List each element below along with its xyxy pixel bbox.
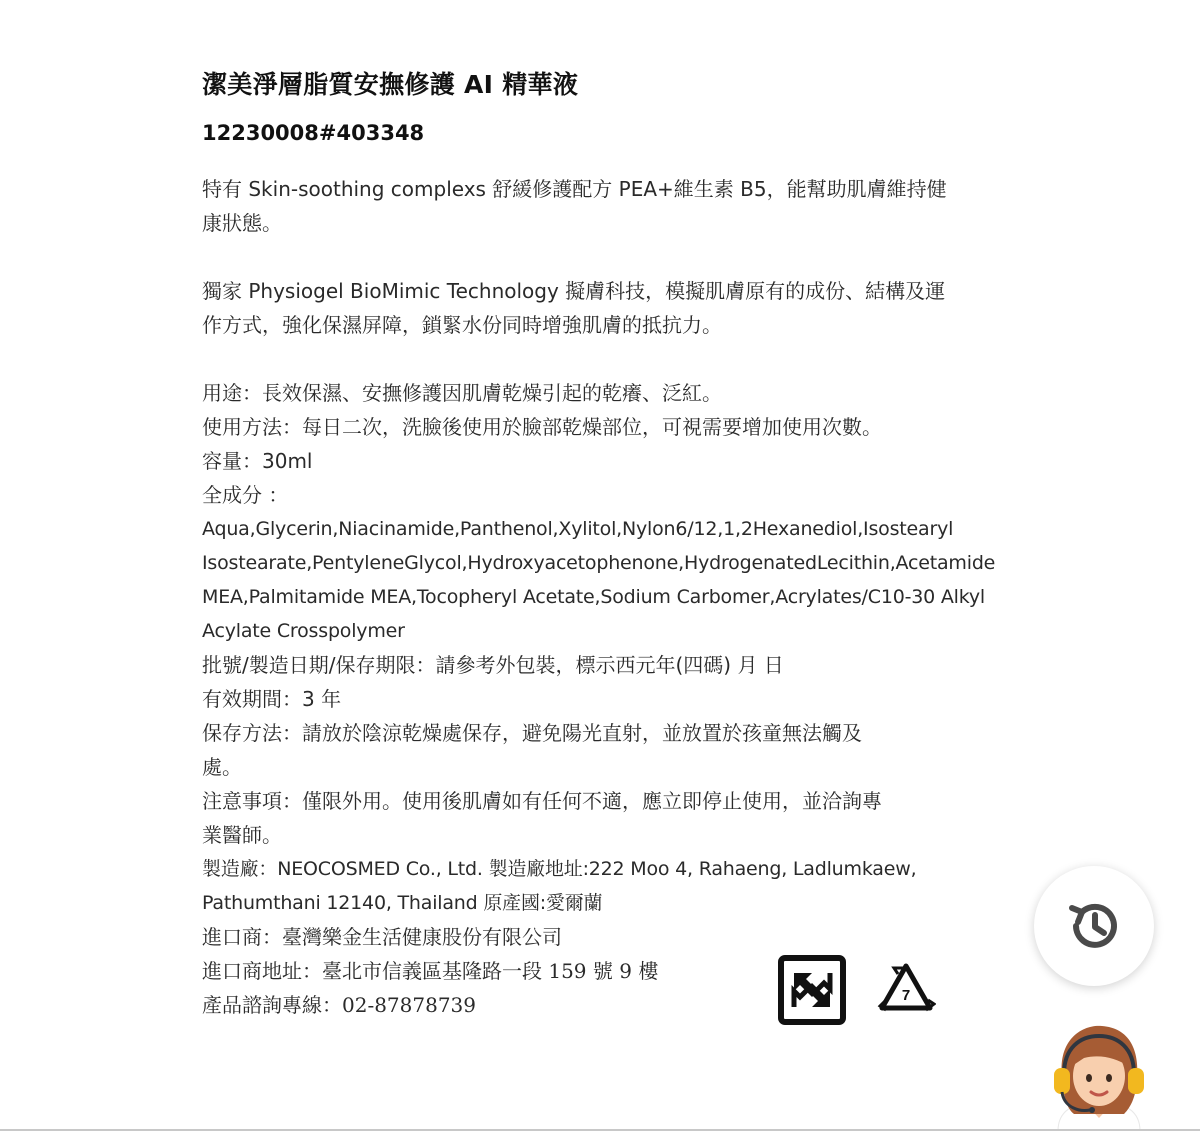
usage-text: 用途：長效保濕、安撫修護因肌膚乾燥引起的乾癢、泛紅。 — [202, 381, 722, 405]
description-line: 康狀態。 — [202, 211, 282, 235]
product-details — [202, 376, 996, 1022]
description-line: 作方式，強化保濕屏障，鎖緊水份同時增強肌膚的抵抗力。 — [202, 313, 722, 337]
storage-text: 保存方法：請放於陰涼乾燥處保存，避免陽光直射，並放置於孩童無法觸及 — [202, 721, 862, 745]
importer-address-text: 進口商地址：臺北市信義區基隆路一段 159 號 9 樓 — [202, 959, 659, 983]
product-code: 12230008#403348 — [202, 121, 425, 145]
method-text: 使用方法：每日二次，洗臉後使用於臉部乾燥部位，可視需要增加使用次數。 — [202, 415, 882, 439]
ingredients-line: MEA,Palmitamide MEA,Tocopheryl Acetate,Sodium Carbomer,Acrylates/C10-30 Alkyl — [202, 586, 985, 608]
customer-service-avatar-icon[interactable] — [1044, 1018, 1154, 1131]
manufacturer-text: Pathumthani 12140, Thailand 原產國:愛爾蘭 — [202, 892, 603, 914]
ingredients-line: Aqua,Glycerin,Niacinamide,Panthenol,Xylitol,Nylon6/12,1,2Hexanediol,Isostearyl — [202, 518, 954, 540]
validity-text: 有效期間：3 年 — [202, 687, 342, 711]
ingredients-line: Isostearate,PentyleneGlycol,Hydroxyacetophenone,HydrogenatedLecithin,Acetamide — [202, 552, 996, 574]
ingredients-line: Acylate Crosspolymer — [202, 620, 405, 642]
plastic-recycle-icon — [876, 960, 936, 1018]
description-paragraph-2 — [202, 274, 992, 342]
description-line: 獨家 Physiogel BioMimic Technology 擬膚科技，模擬肌膚原有的成份、結構及運 — [202, 279, 946, 303]
hotline-text: 產品諮詢專線：02-87878739 — [202, 993, 477, 1017]
manufacturer-text: 製造廠：NEOCOSMED Co., Ltd. 製造廠地址:222 Moo 4, Rahaeng, Ladlumkaew, — [202, 858, 917, 880]
batch-text: 批號/製造日期/保存期限：請參考外包裝，標示西元年(四碼) 月 日 — [202, 653, 784, 677]
product-title: 潔美淨層脂質安撫修護 AI 精華液 — [202, 70, 579, 99]
importer-text: 進口商：臺灣樂金生活健康股份有限公司 — [202, 925, 562, 949]
storage-text: 處。 — [202, 755, 242, 779]
caution-text: 業醫師。 — [202, 823, 282, 847]
plastic-code-label: 7 — [901, 987, 911, 1004]
volume-text: 容量：30ml — [202, 449, 313, 473]
recycle-mark-icon — [778, 955, 846, 1025]
caution-text: 注意事項：僅限外用。使用後肌膚如有任何不適，應立即停止使用，並洽詢專 — [202, 789, 882, 813]
history-button[interactable] — [1034, 866, 1154, 986]
product-info-document — [202, 64, 996, 1022]
description-paragraph-1 — [202, 172, 992, 240]
history-icon — [1064, 896, 1124, 956]
description-line: 特有 Skin-soothing complexs 舒緩修護配方 PEA+維生素 B5，能幫助肌膚維持健 — [202, 177, 947, 201]
ingredients-label: 全成分 ： — [202, 483, 289, 507]
